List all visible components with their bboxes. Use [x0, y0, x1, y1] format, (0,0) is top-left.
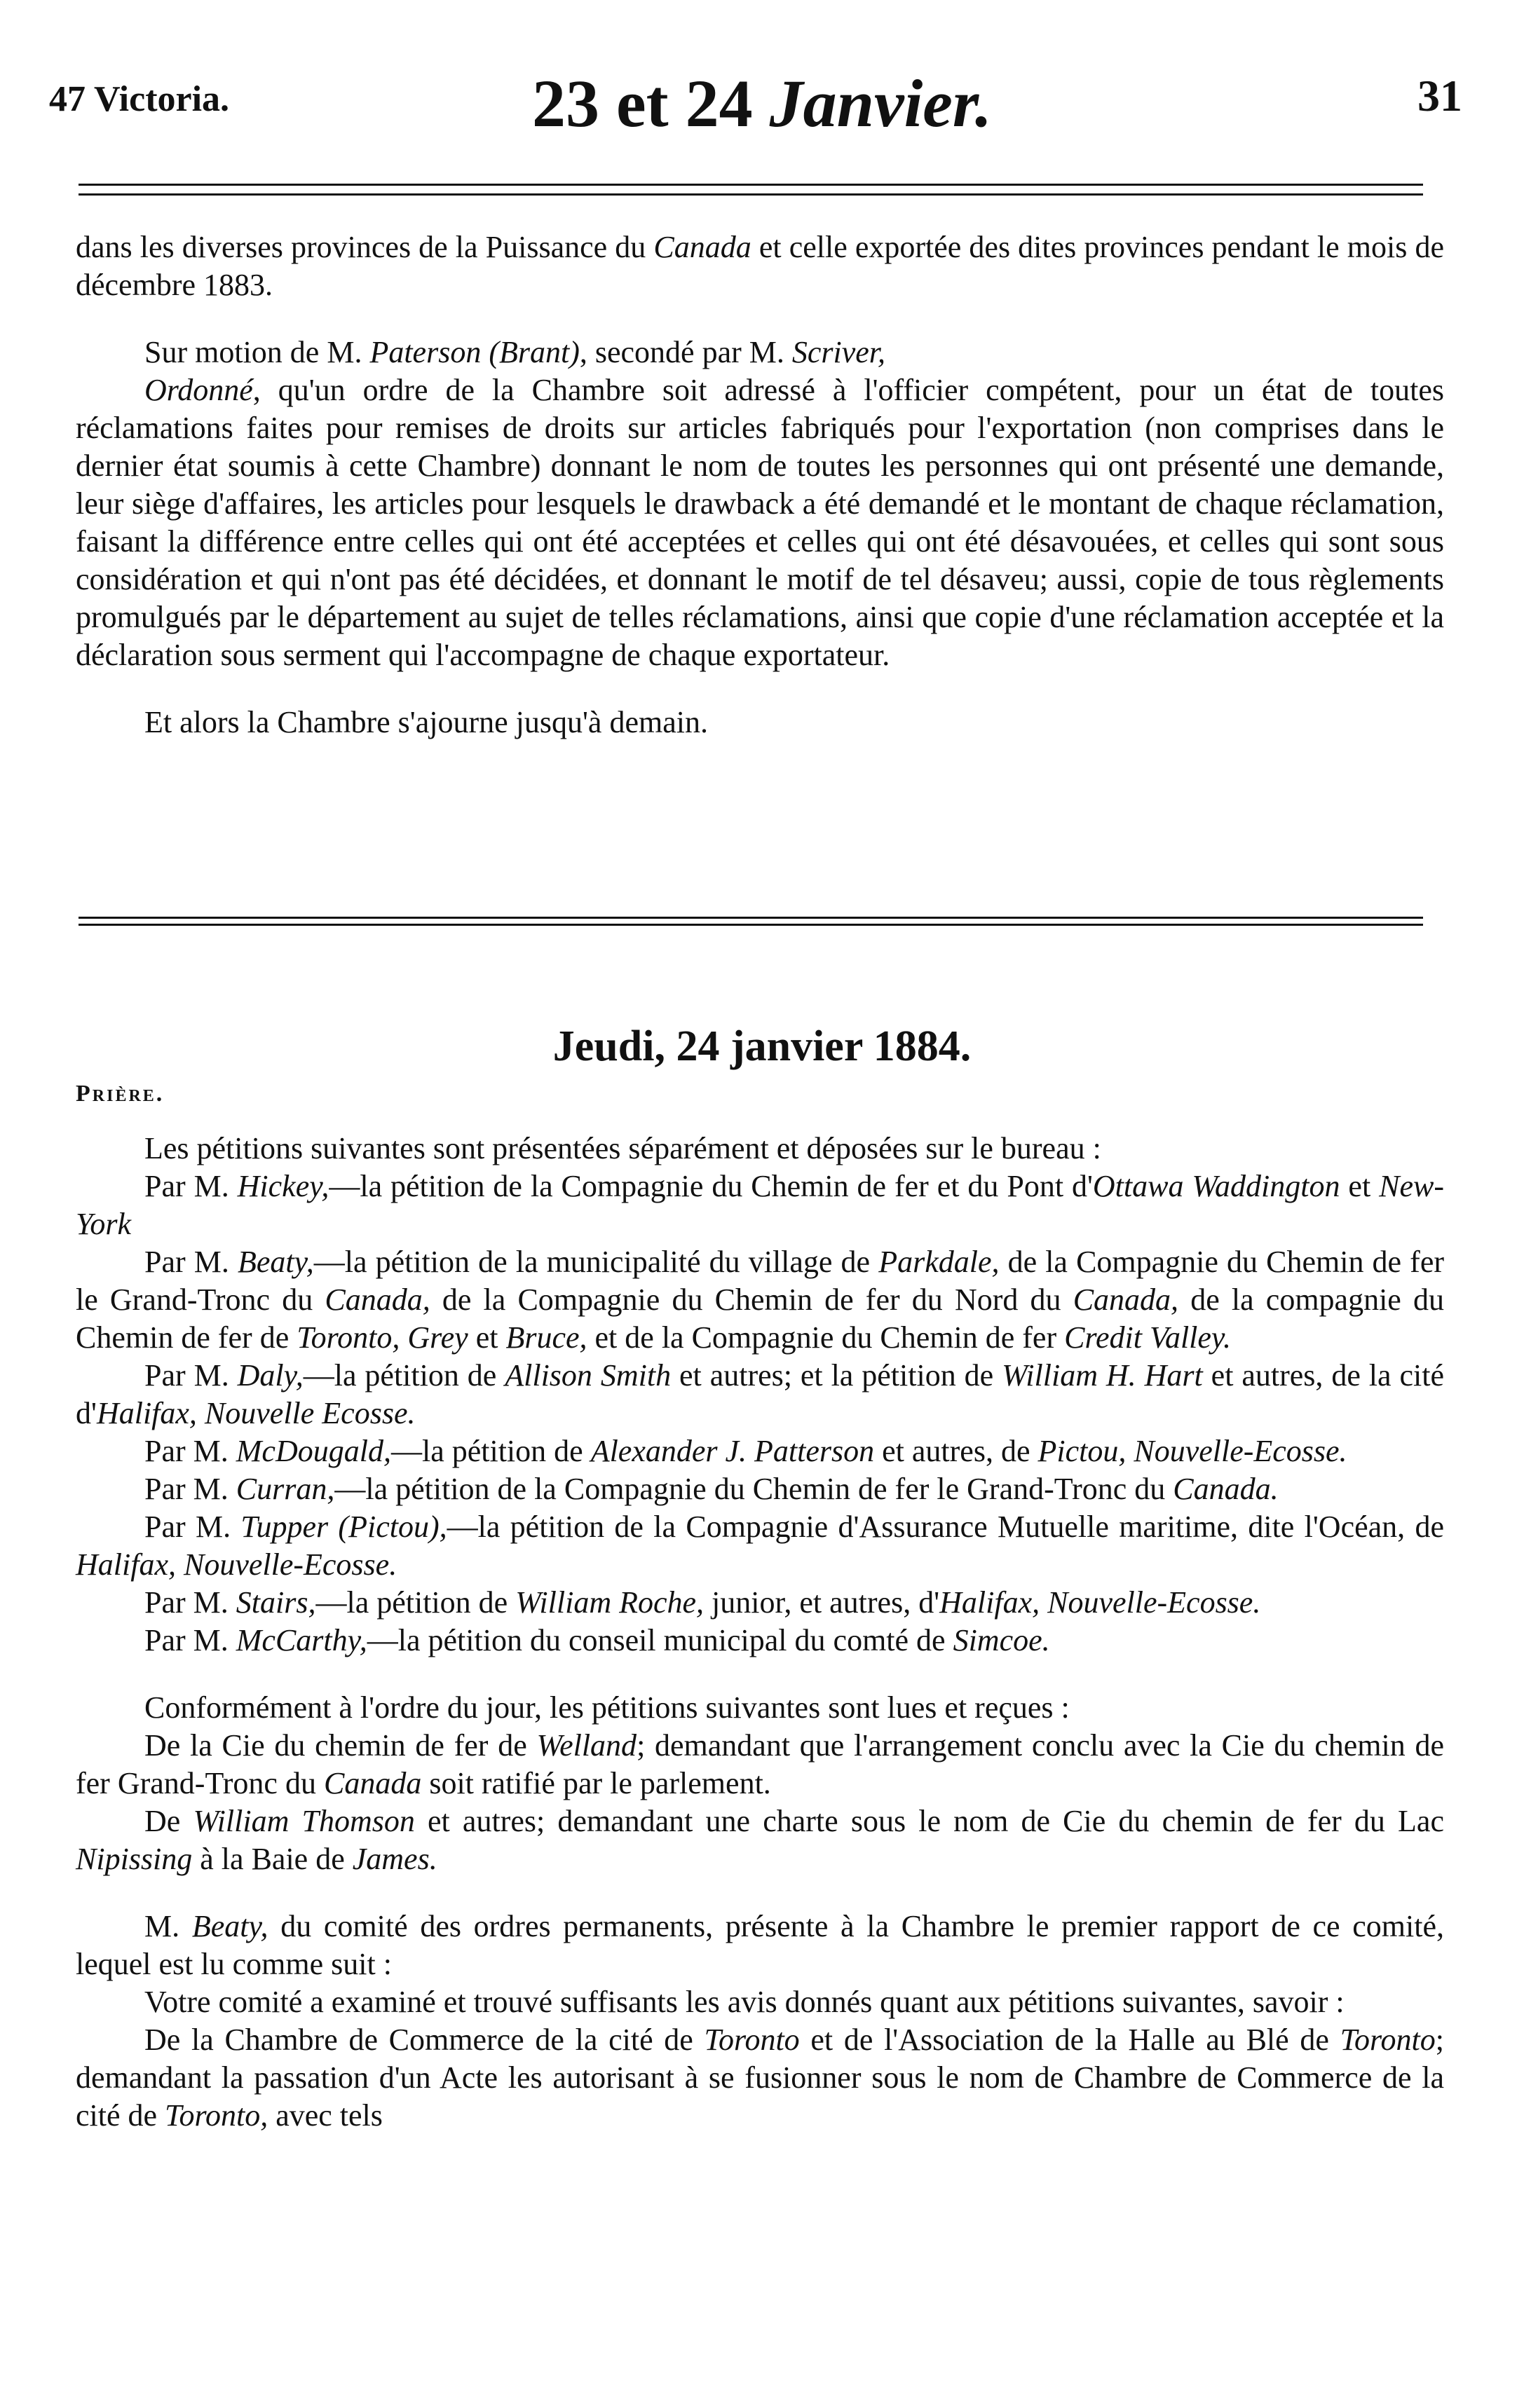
spacer	[76, 1878, 1444, 1908]
petition-place: Parkdale,	[878, 1245, 1000, 1279]
petition-text: de la Compagnie du Chemin de fer le Grand-Tronc du	[76, 1245, 1445, 1317]
spacer	[76, 1660, 1444, 1689]
petition-place: Canada,	[325, 1282, 430, 1317]
motion-mover: Paterson (Brant)	[369, 335, 580, 369]
petition-par: Par M.	[144, 1585, 236, 1620]
petition-member: Curran,	[236, 1472, 335, 1506]
committee-place: Toronto,	[165, 2098, 268, 2133]
petitions-intro: Les pétitions suivantes sont présentées séparément et déposées sur le bureau :	[144, 1131, 1101, 1165]
received-person: William Thomson	[193, 1804, 415, 1838]
committee-petition	[76, 2021, 1444, 2135]
section-rule-top	[79, 917, 1423, 919]
petition-place: Toronto, Grey	[297, 1320, 468, 1355]
spacer	[76, 674, 1444, 704]
committee-report	[76, 1908, 1444, 1983]
committee-text: avec tels	[268, 2098, 383, 2133]
petition-text: et autres, de la cité d'	[76, 1358, 1444, 1430]
petition-par: Par M.	[144, 1510, 241, 1544]
received-text: et autres; demandant une charte sous le nom de Cie du chemin de fer du Lac	[414, 1804, 1444, 1838]
petition-text: —la pétition de la municipalité du village de	[313, 1245, 879, 1279]
petition-text: junior, et autres, d'	[704, 1585, 940, 1620]
petition-text: —la pétition de	[390, 1434, 591, 1468]
petition-member: Tupper (Pictou),	[240, 1510, 447, 1544]
petition-par: Par M.	[144, 1623, 236, 1657]
petition-place: Ottawa Waddington	[1092, 1169, 1340, 1203]
petition-place: Halifax, Nouvelle Ecosse.	[96, 1396, 416, 1430]
continuation-text-1: dans les diverses provinces de la Puissance du	[76, 230, 654, 264]
petition-item	[76, 1584, 1444, 1622]
order-keyword: Ordonné	[144, 373, 253, 407]
committee-text: et de l'Association de la Halle au Blé de	[799, 2023, 1340, 2057]
continuation-canada: Canada	[653, 230, 751, 264]
petition-text: —la pétition de la Compagnie d'Assurance Mutuelle maritime, dite l'Océan, de	[447, 1510, 1445, 1544]
petition-item	[76, 1508, 1444, 1584]
petition-text: et autres; et la pétition de	[671, 1358, 1002, 1393]
petition-par: Par M.	[144, 1358, 238, 1393]
petition-person: William H. Hart	[1002, 1358, 1203, 1393]
header-date	[0, 64, 1524, 142]
received-place: Welland	[536, 1728, 637, 1763]
header-date-month: Janvier.	[769, 66, 992, 141]
petition-text: —la pétition de la Compagnie du Chemin de fer le Grand-Tronc du	[334, 1472, 1173, 1506]
received-place: Nipissing	[76, 1842, 193, 1876]
petition-member: Hickey,	[237, 1169, 329, 1203]
petition-member: Stairs,	[236, 1585, 316, 1620]
motion-seconder: Scriver,	[791, 335, 886, 369]
petition-member: McDougald,	[236, 1434, 391, 1468]
petition-text: et	[468, 1320, 506, 1355]
committee-place: Toronto	[1340, 2023, 1436, 2057]
received-text: De	[144, 1804, 193, 1838]
petition-person: William Roche,	[515, 1585, 705, 1620]
motion-text-1: Sur motion de M.	[144, 335, 370, 369]
petition-item	[76, 1432, 1444, 1470]
petition-item	[76, 1357, 1444, 1432]
petition-par: Par M.	[144, 1169, 238, 1203]
header-date-days: 23 et 24	[532, 66, 753, 141]
priere-label: Prière.	[76, 1081, 165, 1107]
petition-text: et de la Compagnie du Chemin de fer	[587, 1320, 1065, 1355]
petition-text: de la compagnie du Chemin de fer de	[76, 1282, 1444, 1355]
petition-place: Canada,	[1073, 1282, 1179, 1317]
petition-item	[76, 1168, 1444, 1243]
received-item	[76, 1802, 1444, 1878]
petition-text: —la pétition de la Compagnie du Chemin de fer et du Pont d'	[329, 1169, 1093, 1203]
petition-place: Halifax, Nouvelle-Ecosse.	[939, 1585, 1261, 1620]
received-text: à la Baie de	[192, 1842, 353, 1876]
petition-text: et autres, de	[874, 1434, 1038, 1468]
petition-text: —la pétition du conseil municipal du comté de	[367, 1623, 953, 1657]
petition-place: Pictou, Nouvelle-Ecosse.	[1037, 1434, 1347, 1468]
header-regnal-year: 47 Victoria.	[49, 79, 230, 119]
committee-text: du comité des ordres permanents, présente à la Chambre le premier rapport de ce comité, lequel est lu comme suit :	[76, 1909, 1444, 1981]
petition-person: Allison Smith	[505, 1358, 672, 1393]
committee-place: Toronto	[704, 2023, 800, 2057]
committee-text: De la Chambre de Commerce de la cité de	[144, 2023, 705, 2057]
committee-text: M.	[144, 1909, 192, 1943]
header-rule-top	[79, 184, 1423, 186]
received-item	[76, 1727, 1444, 1802]
petition-par: Par M.	[144, 1434, 236, 1468]
received-intro: Conformément à l'ordre du jour, les pétitions suivantes sont lues et reçues :	[144, 1690, 1070, 1725]
petition-item	[76, 1243, 1444, 1357]
petition-place: Credit Valley.	[1064, 1320, 1232, 1355]
petition-member: McCarthy,	[236, 1623, 367, 1657]
petition-place: New-York	[76, 1169, 1444, 1241]
petition-par: Par M.	[144, 1245, 238, 1279]
page-number: 31	[1417, 71, 1462, 121]
received-place: James.	[352, 1842, 437, 1876]
committee-member: Beaty,	[191, 1909, 268, 1943]
motion-text-2: , secondé par M.	[579, 335, 792, 369]
received-text: soit ratifié par le parlement.	[421, 1766, 771, 1800]
received-place: Canada	[323, 1766, 422, 1800]
petition-place: Canada.	[1173, 1472, 1279, 1506]
petition-item	[76, 1622, 1444, 1660]
header-rule-bottom	[79, 193, 1423, 196]
petition-text: —la pétition de	[315, 1585, 516, 1620]
received-text: De la Cie du chemin de fer de	[144, 1728, 537, 1763]
adjourn-paragraph: Et alors la Chambre s'ajourne jusqu'à demain.	[144, 705, 708, 739]
continuation-paragraph	[76, 228, 1444, 304]
petition-member: Daly,	[237, 1358, 304, 1393]
intro-section	[76, 228, 1444, 741]
committee-text: ; demandant la passation d'un Acte les autorisant à se fusionner sous le nom de Chambre de Commerce de la cité de	[76, 2023, 1444, 2133]
motion-paragraph	[76, 334, 1444, 371]
petition-text: et	[1340, 1169, 1380, 1203]
continuation-text-2: et celle exportée des dites provinces pendant le mois de décembre 1883.	[76, 230, 1444, 302]
day-title: Jeudi, 24 janvier 1884.	[552, 1022, 972, 1070]
order-text: , qu'un ordre de la Chambre soit adressé à l'officier compétent, pour un état de toutes réclamations faites pour remises de droits sur articles fabriqués pour l'exportation (non comprises dans le dernier état soumis à cette Chambre) donnant le nom de toutes les personnes qui ont présenté une demande, leur siège d'affaires, les articles pour lesquels le drawback a été demandé et le montant de chaque réclamation, faisant la différence entre celles qui ont été acceptées et celles qui ont été désavouées, et celles qui sont sous considération et qui n'ont pas été décidées, et donnant le motif de tel désaveu; aussi, copie de tous règlements promulgués par le département au sujet de telles réclamations, ainsi que copie d'une réclamation acceptée et la déclaration sous serment qui l'accompagne de chaque exportateur.	[76, 373, 1444, 672]
petition-par: Par M.	[144, 1472, 236, 1506]
petition-place: Simcoe.	[953, 1623, 1050, 1657]
section-rule-bottom	[79, 924, 1423, 926]
received-text: ; demandant que l'arrangement conclu avec la Cie du chemin de fer Grand-Tronc du	[76, 1728, 1445, 1800]
petition-person: Alexander J. Patterson	[590, 1434, 875, 1468]
committee-finding: Votre comité a examiné et trouvé suffisants les avis donnés quant aux pétitions suivantes, savoir :	[144, 1985, 1345, 2019]
petition-item	[76, 1470, 1444, 1508]
petition-text: —la pétition de	[303, 1358, 505, 1393]
petition-place: Halifax, Nouvelle-Ecosse.	[76, 1547, 397, 1582]
order-paragraph	[76, 371, 1444, 674]
petition-member: Beaty,	[237, 1245, 314, 1279]
petitions-section	[76, 1130, 1444, 2135]
petition-place: Bruce,	[505, 1320, 587, 1355]
petition-text: de la Compagnie du Chemin de fer du Nord du	[430, 1282, 1073, 1317]
spacer	[76, 304, 1444, 334]
